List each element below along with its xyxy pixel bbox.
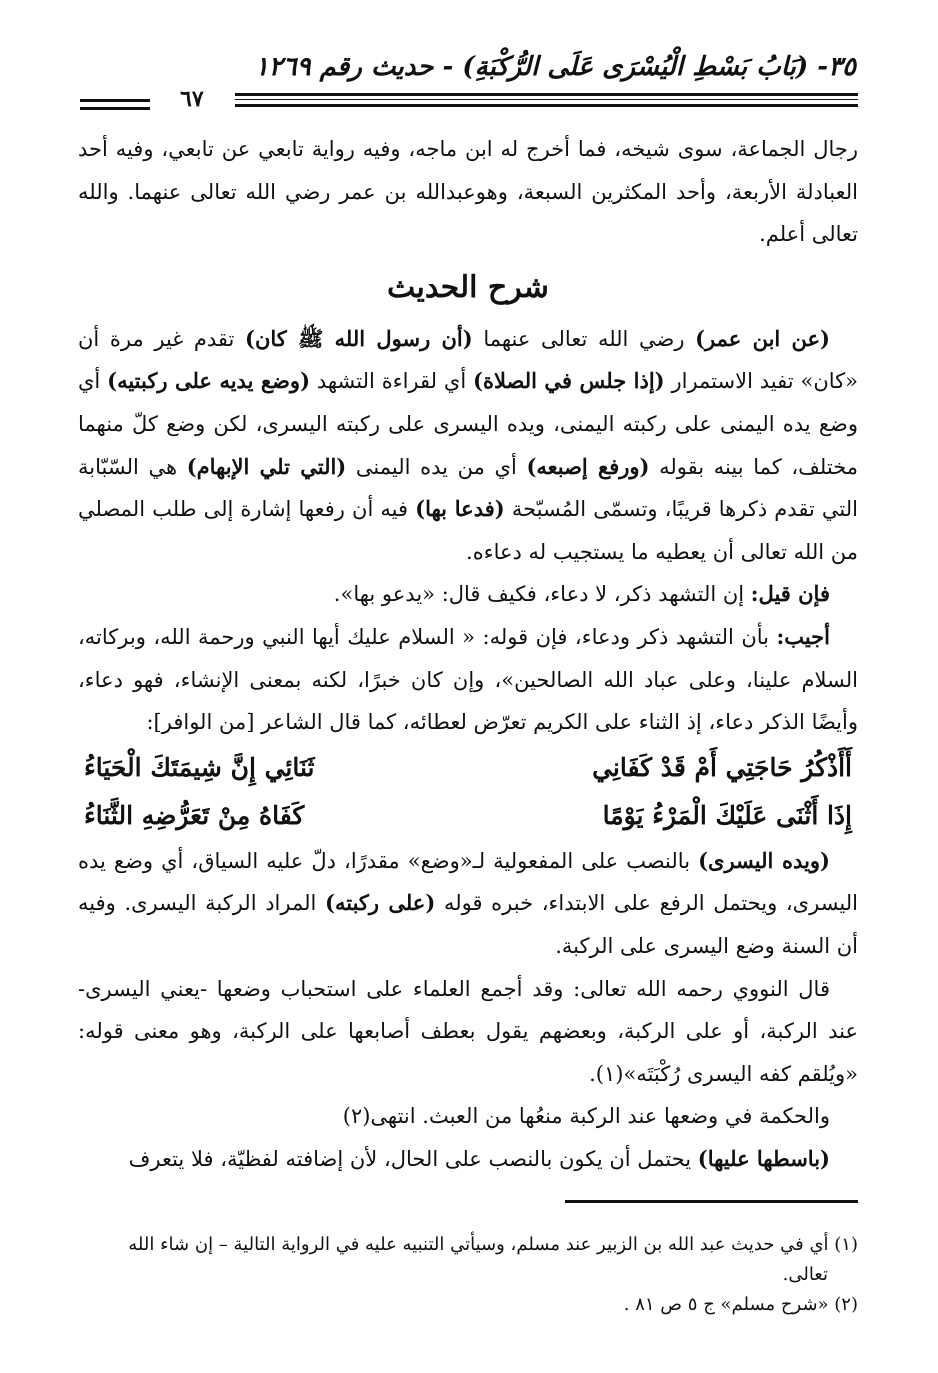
paragraph: رجال الجماعة، سوى شيخه، فما أخرج له ابن ماجه، وفيه رواية تابعي عن تابعي، وفيه أحد العبادلة الأربعة، وأحد المكثرين السبعة، وهوعبدالله بن عمر رضي الله تعالى عنهما. والله تعالى أعلم.: [78, 137, 858, 247]
footnote: (٢) «شرح مسلم» ج ٥ ص ٨١ .: [623, 1294, 858, 1315]
footnote: (١) أي في حديث عبد الله بن الزبير عند مسلم، وسيأتي التنبيه عليه في الرواية التالية – إن شاء الله: [128, 1234, 858, 1255]
poem-hemistich: أَأَذْكُرُ حَاجَتِي أَمْ قَدْ كَفَانِي: [592, 752, 852, 782]
bold-phrase: (التي تلي الإبهام): [186, 453, 347, 479]
bold-phrase: (عن ابن عمر): [695, 325, 830, 351]
paragraph: قال النووي رحمه الله تعالى: وقد أجمع العلماء على استحباب وضعها -يعني اليسرى- عند الركبة، أو على الركبة، وبعضهم يقول بعطف أصابعها على الركبة، وهو معنى قوله: «ويُلقم كفه اليسرى رُكْبَتَه»(١).: [78, 976, 858, 1086]
bold-phrase: (ورفع إصبعه): [526, 453, 650, 479]
footnote-continuation: تعالى.: [782, 1264, 828, 1285]
bold-phrase: (على ركبته): [325, 890, 436, 916]
bold-phrase: (باسطها عليها): [697, 1145, 830, 1171]
bold-phrase: (إذا جلس في الصلاة): [473, 368, 665, 394]
header-rule-short: [80, 107, 150, 110]
header-rule: [235, 104, 858, 107]
paragraph: فإن قيل: إن التشهد ذكر، لا دعاء، فكيف قال: «يدعو بها».: [333, 581, 830, 607]
paragraph: والحكمة في وضعها عند الركبة منعُها من العبث. انتهى(٢): [342, 1104, 830, 1129]
header-rule: [235, 99, 858, 100]
paragraph: (عن ابن عمر) رضي الله تعالى عنهما (أن رسول الله ﷺ كان) تقدم غير مرة أن «كان» تفيد الاستمرار (إذا جلس في الصلاة) أي لقراءة التشهد (وضع يديه على ركبتيه) أي وضع يده اليمنى على ركبته اليمنى، ويده اليسرى على ركبته اليسرى، لكن وضع كلّ منهما مختلف، كما بينه بقوله (ورفع إصبعه) أي من يده اليمنى (التي تلي الإبهام) هي السّبّابة التي تقدم ذكرها قريبًا، وتسمّى المُسبّحة (فدعا بها) فيه أن رفعها إشارة إلى طلب المصلي من الله تعالى أن يعطيه ما يستجيب له دعاءه.: [78, 325, 858, 564]
poem-hemistich: كَفَاهُ مِنْ تَعَرُّضِهِ الثَّنَاءُ: [84, 800, 305, 830]
bold-phrase: (وضع يديه على ركبتيه): [107, 368, 310, 394]
header-rule-short: [80, 99, 150, 102]
bold-phrase: (فدعا بها): [415, 496, 505, 522]
chapter-header: ٣٥- (بَابُ بَسْطِ الْيُسْرَى عَلَى الرُّكْبَةِ) - حديث رقم ١٢٦٩: [254, 52, 856, 82]
bold-phrase: (ويده اليسرى): [698, 847, 830, 873]
bold-phrase: أجيب:: [776, 623, 830, 649]
page-number: ٦٧: [180, 86, 204, 112]
footnotes: [78, 1230, 858, 1320]
main-text: [78, 128, 858, 1180]
paragraph: (باسطها عليها) يحتمل أن يكون بالنصب على الحال، لأن إضافته لفظيّة، فلا يتعرف: [128, 1145, 830, 1171]
paragraph: أجيب: بأن التشهد ذكر ودعاء، فإن قوله: « السلام عليك أيها النبي ورحمة الله، وبركاته، السلام علينا، وعلى عباد الله الصالحين»، وإن كان خبرًا، لكنه بمعنى الإنشاء، فهو دعاء، وأيضًا الذكر دعاء، إذ الثناء على الكريم تعرّض لعطائه، كما قال الشاعر [من الوافر]:: [78, 623, 858, 735]
poem-verse: [84, 792, 852, 840]
poem: [78, 744, 858, 840]
paragraph: (ويده اليسرى) بالنصب على المفعولية لـ«وضع» مقدرًا، دلّ عليه السياق، أي وضع يده اليسرى، ويحتمل الرفع على الابتداء، خبره قوله (على ركبته) المراد الركبة اليسرى. وفيه أن السنة وضع اليسرى على الركبة.: [78, 847, 858, 958]
header-rule: [235, 93, 858, 96]
section-heading: شرح الحديث: [387, 269, 549, 305]
bold-phrase: فإن قيل:: [750, 581, 830, 607]
bold-phrase: (أن رسول الله ﷺ كان): [245, 325, 473, 351]
poem-hemistich: إِذَا أَثْنَى عَلَيْكَ الْمَرْءُ يَوْمًا: [602, 800, 852, 830]
poem-verse: [84, 744, 852, 792]
footnote-separator: [565, 1200, 858, 1203]
poem-hemistich: ثَنَائِي إِنَّ شِيمَتَكَ الْحَيَاءُ: [84, 752, 315, 782]
